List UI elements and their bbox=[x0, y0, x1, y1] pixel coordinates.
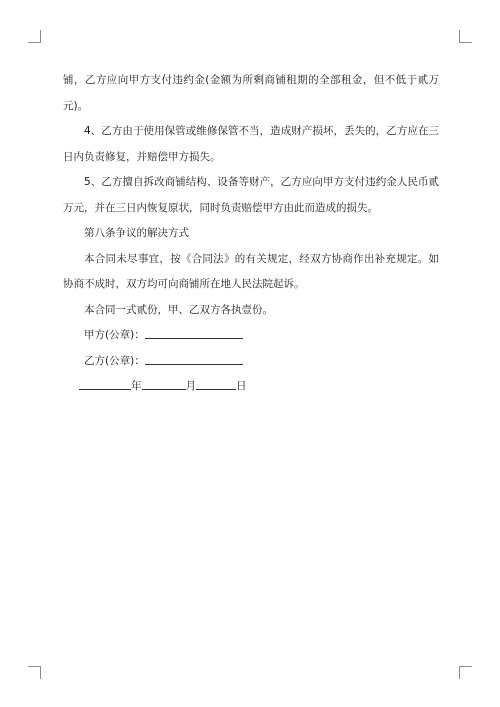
month-blank bbox=[142, 377, 186, 390]
paragraph-continuation: 铺，乙方应向甲方支付违约金(金额为所剩商铺租期的全部租金，但不低于贰万元)。 bbox=[63, 74, 439, 112]
month-label: 月 bbox=[185, 380, 196, 392]
crop-mark-bottom-left bbox=[28, 666, 41, 679]
year-blank bbox=[79, 377, 131, 390]
day-label: 日 bbox=[236, 380, 247, 392]
crop-mark-top-left bbox=[28, 30, 41, 43]
paragraph-dispute-resolution: 本合同未尽事宜，按《合同法》的有关规定，经双方协商作出补充规定。如协商不成时，双方均可向商铺所在地人民法院起诉。 bbox=[63, 252, 439, 290]
date-row bbox=[63, 374, 439, 400]
paragraph-clause-4: 4、乙方由于使用保管或维修保管不当，造成财产损坏，丢失的，乙方应在三日内负责修复，并赔偿甲方损失。 bbox=[63, 125, 439, 163]
paragraph-copies: 本合同一式贰份，甲、乙双方各执壹份。 bbox=[84, 303, 273, 316]
party-a-label: 甲方(公章)： bbox=[84, 329, 145, 341]
party-b-label: 乙方(公章)： bbox=[84, 354, 145, 367]
section-heading-article-8: 第八条争议的解决方式 bbox=[84, 227, 189, 239]
signature-party-a bbox=[63, 323, 439, 349]
signature-party-b bbox=[63, 349, 439, 375]
party-a-signature-line bbox=[145, 326, 243, 339]
party-b-signature-line bbox=[145, 352, 243, 365]
document-body bbox=[63, 68, 439, 400]
year-label: 年 bbox=[131, 380, 142, 392]
crop-mark-bottom-right bbox=[459, 666, 472, 679]
paragraph-clause-5: 5、乙方擅自拆改商铺结构、设备等财产，乙方应向甲方支付违约金人民币贰万元，并在三日内恢复原状，同时负责赔偿甲方由此而造成的损失。 bbox=[63, 176, 439, 214]
crop-mark-top-right bbox=[459, 30, 472, 43]
day-blank bbox=[196, 377, 236, 390]
